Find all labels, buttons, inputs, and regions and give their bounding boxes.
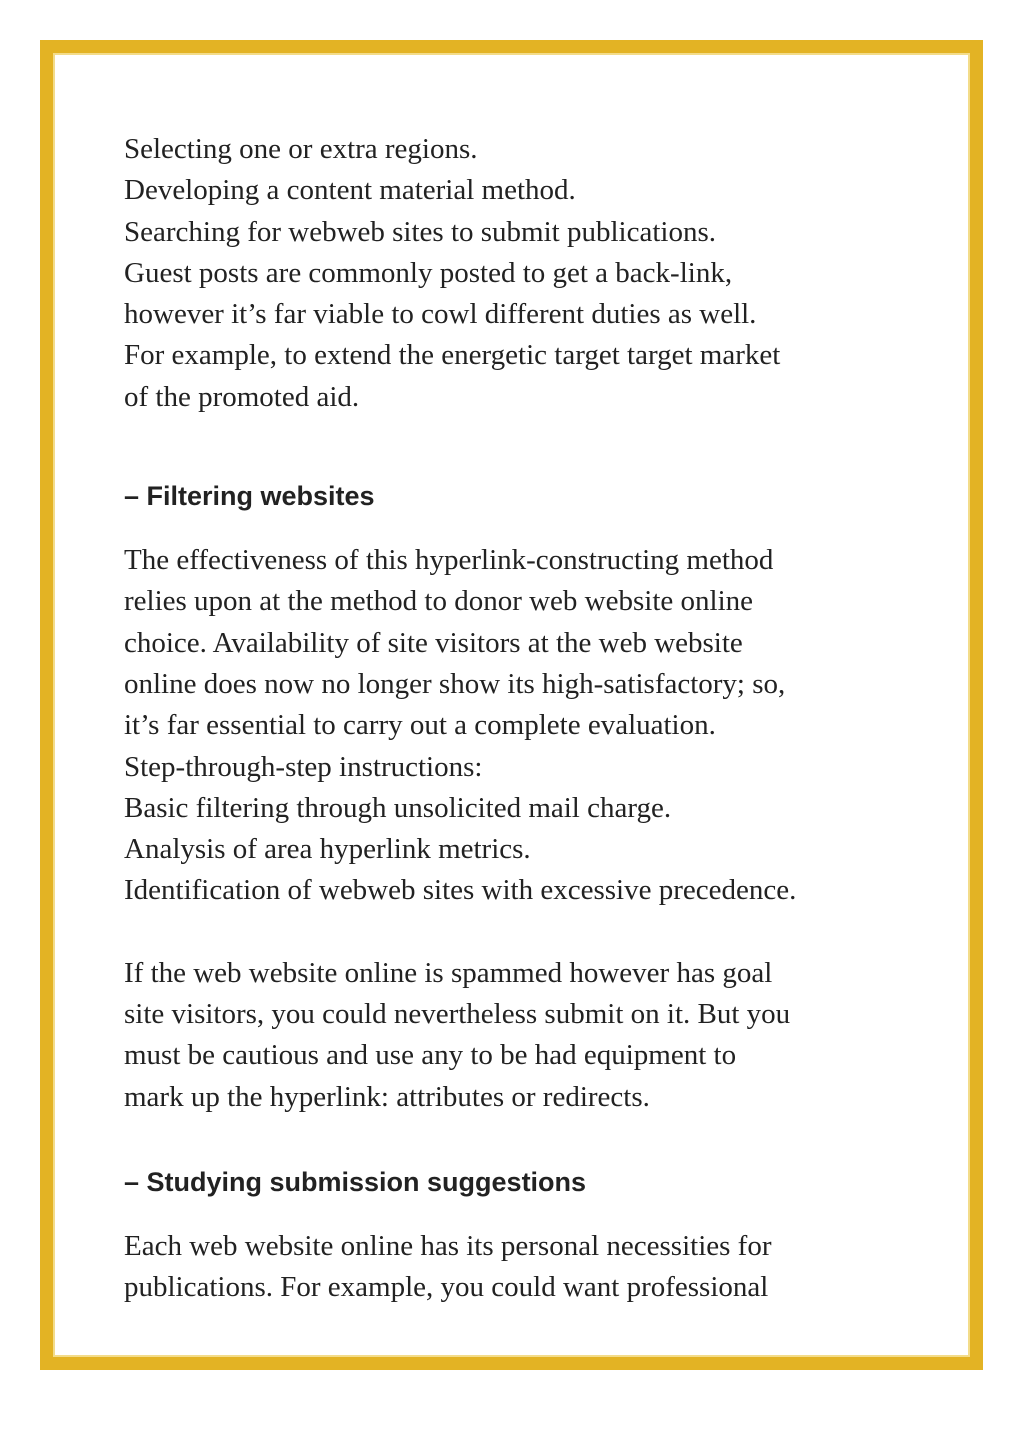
- document-body: [124, 129, 924, 1309]
- paragraph-submission-requirements: Each web website online has its personal necessities for publications. For example, you could want professional: [124, 1229, 772, 1304]
- heading-filtering-websites: – Filtering websites: [124, 481, 375, 512]
- paragraph-spammed-sites: If the web website online is spammed however has goal site visitors, you could nevertheless submit on it. But you must be cautious and use any to be had equipment to mark up the hyperlink: attributes or redirects.: [124, 956, 791, 1113]
- heading-submission-suggestions: – Studying submission suggestions: [124, 1166, 587, 1197]
- paragraph-filtering: The effectiveness of this hyperlink-constructing method relies upon at the method to donor web website online choice. Availability of site visitors at the web website online does now no longer show its high-satisfactory; so, it’s far essential to carry out a complete evaluation. Step-through-step instructions: Basic filtering through unsolicited mail charge. Analysis of area hyperlink metrics. Identification of webweb sites with excessive precedence.: [124, 544, 797, 907]
- paragraph-intro-list: Selecting one or extra regions. Developing a content material method. Searching for webweb sites to submit publications. Guest posts are commonly posted to get a back-link, however it’s far viable to cowl different duties as well. For example, to extend the energetic target target market of the promoted aid.: [124, 133, 781, 413]
- page-frame: [40, 40, 983, 1370]
